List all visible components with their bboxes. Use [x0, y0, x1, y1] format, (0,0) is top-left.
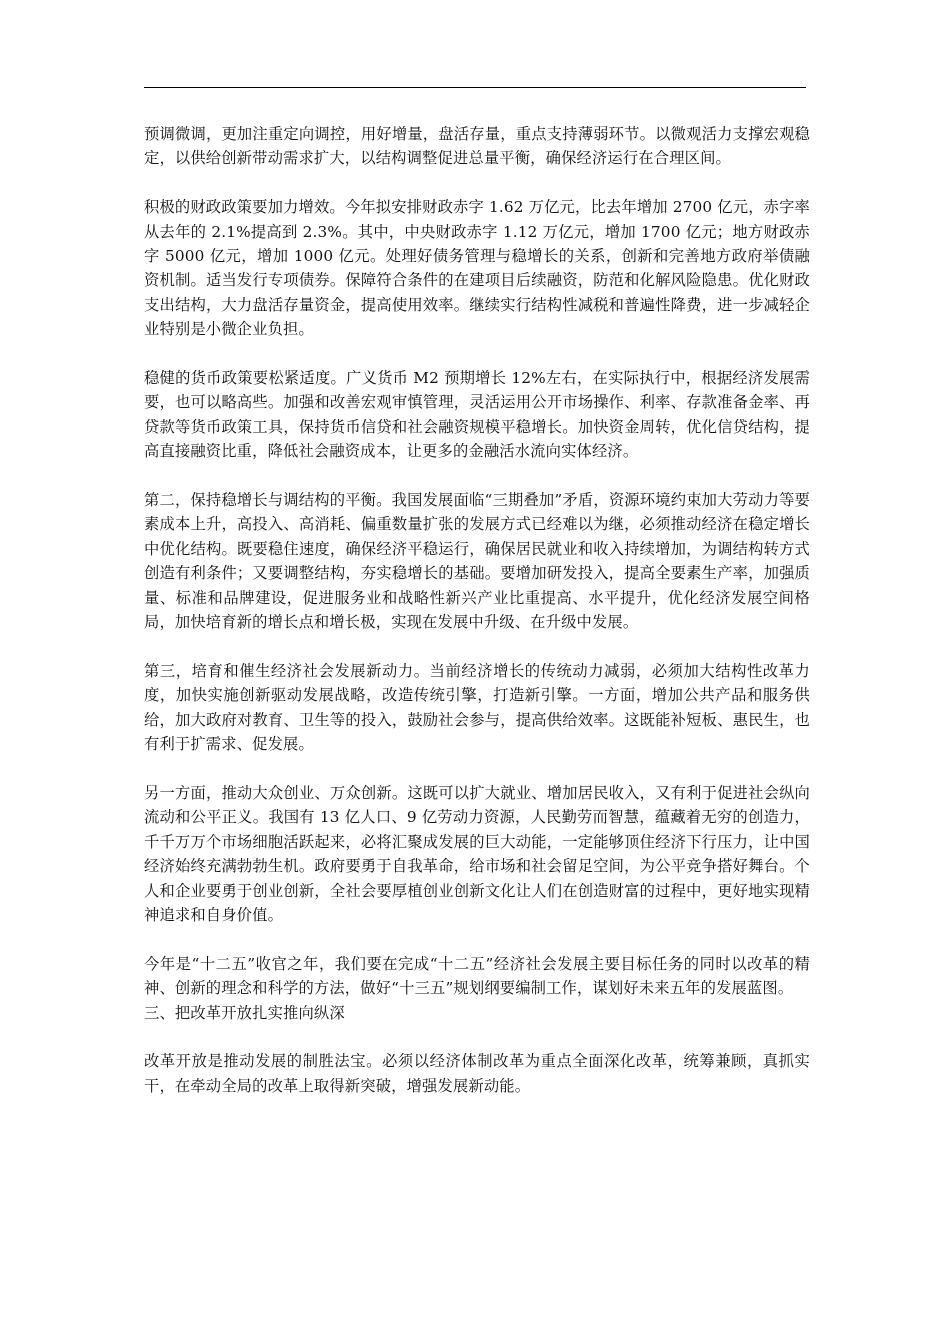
paragraph-new-driving-forces: 第三，培育和催生经济社会发展新动力。当前经济增长的传统动力减弱，必须加大结构性改革力度，加快实施创新驱动发展战略，改造传统引擎，打造新引擎。一方面，增加公共产品和服务供给，加大政府对教育、卫生等的投入，鼓励社会参与，提高供给效率。这既能补短板、惠民生，也有利于扩需求、促发展。	[144, 661, 810, 754]
section-heading: 三、把改革开放扎实推向纵深	[144, 1003, 345, 1022]
paragraph-five-year-plan: 今年是“十二五”收官之年，我们要在完成“十二五”经济社会发展主要目标任务的同时以改革的精神、创新的理念和科学的方法，做好“十三五”规划纲要编制工作，谋划好未来五年的发展蓝图。	[144, 954, 810, 998]
document-body	[144, 122, 810, 1123]
paragraph-fiscal-policy: 积极的财政政策要加力增效。今年拟安排财政赤字 1.62 万亿元，比去年增加 2700 亿元，赤字率从去年的 2.1%提高到 2.3%。其中，中央财政赤字 1.12 万亿元，增加 1700 亿元；地方财政赤字 5000 亿元，增加 1000 亿元。处理好债务管理与稳增长的关系，创新和完善地方政府举债融资机制。适当发行专项债券。保障符合条件的在建项目后续融资，防范和化解风险隐患。优化财政支出结构，大力盘活存量资金，提高使用效率。继续实行结构性减税和普遍性降费，进一步减轻企业特别是小微企业负担。	[144, 198, 810, 339]
header-rule	[144, 87, 806, 88]
paragraph-growth-structure-balance: 第二，保持稳增长与调结构的平衡。我国发展面临“三期叠加”矛盾，资源环境约束加大劳动力等要素成本上升，高投入、高消耗、偏重数量扩张的发展方式已经难以为继，必须推动经济在稳定增长中优化结构。既要稳住速度，确保经济平稳运行，确保居民就业和收入持续增加，为调结构转方式创造有利条件；又要调整结构，夯实稳增长的基础。要增加研发投入，提高全要素生产率，加强质量、标准和品牌建设，促进服务业和战略性新兴产业比重提高、水平提升，优化经济发展空间格局，加快培育新的增长点和增长极，实现在发展中升级、在升级中发展。	[144, 491, 810, 632]
paragraph-mass-entrepreneurship: 另一方面，推动大众创业、万众创新。这既可以扩大就业、增加居民收入，又有利于促进社会纵向流动和公平正义。我国有 13 亿人口、9 亿劳动力资源，人民勤劳而智慧，蕴藏着无穷的创造力，千千万万个市场细胞活跃起来，必将汇聚成发展的巨大动能，一定能够顶住经济下行压力，让中国经济始终充满勃勃生机。政府要勇于自我革命，给市场和社会留足空间，为公平竞争搭好舞台。个人和企业要勇于创业创新，全社会要厚植创业创新文化让人们在创造财富的过程中，更好地实现精神追求和自身价值。	[144, 783, 810, 924]
paragraph-monetary-policy: 稳健的货币政策要松紧适度。广义货币 M2 预期增长 12%左右，在实际执行中，根据经济发展需要，也可以略高些。加强和改善宏观审慎管理，灵活运用公开市场操作、利率、存款准备金率、再贷款等货币政策工具，保持货币信贷和社会融资规模平稳增长。加快资金周转，优化信贷结构，提高直接融资比重，降低社会融资成本，让更多的金融活水流向实体经济。	[144, 369, 810, 461]
paragraph-reform-opening: 改革开放是推动发展的制胜法宝。必须以经济体制改革为重点全面深化改革，统筹兼顾，真抓实干，在牵动全局的改革上取得新突破，增强发展新动能。	[144, 1052, 810, 1095]
paragraph-policy-intro: 预调微调，更加注重定向调控，用好增量，盘活存量，重点支持薄弱环节。以微观活力支撑宏观稳定，以供给创新带动需求扩大，以结构调整促进总量平衡，确保经济运行在合理区间。	[144, 125, 810, 168]
